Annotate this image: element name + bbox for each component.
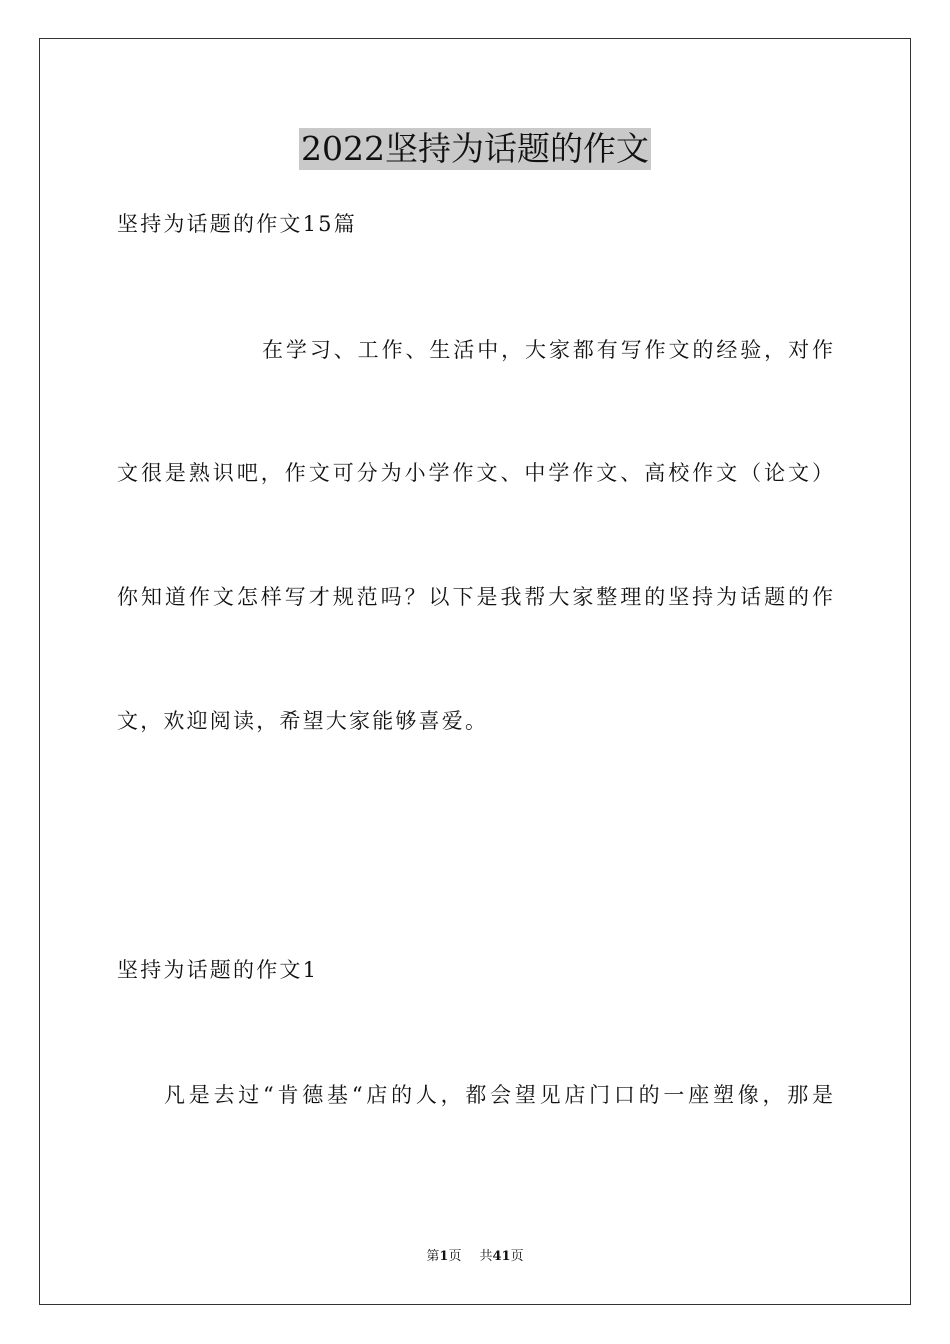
footer-total-prefix: 共 bbox=[479, 1249, 493, 1264]
footer-page-prefix: 第 bbox=[426, 1249, 440, 1264]
footer-page-suffix: 页 bbox=[448, 1249, 462, 1264]
document-title: 2022坚持为话题的作文 bbox=[301, 129, 649, 168]
intro-line-4: 文，欢迎阅读，希望大家能够喜爱。 bbox=[117, 709, 489, 733]
document-title-container bbox=[0, 128, 950, 170]
document-subtitle: 坚持为话题的作文15篇 bbox=[117, 212, 357, 236]
page-footer bbox=[0, 1248, 950, 1266]
section-first-line: 凡是去过“肯德基“店的人，都会望见店门口的一座塑像，那是 bbox=[164, 1083, 833, 1107]
intro-line-3: 你知道作文怎样写才规范吗？以下是我帮大家整理的坚持为话题的作 bbox=[117, 585, 833, 609]
footer-page-number: 1 bbox=[439, 1249, 449, 1264]
footer-total-suffix: 页 bbox=[510, 1249, 524, 1264]
section-heading: 坚持为话题的作文1 bbox=[117, 958, 319, 982]
intro-line-1: 在学习、工作、生活中，大家都有写作文的经验，对作 bbox=[262, 338, 833, 362]
footer-total-number: 41 bbox=[492, 1249, 511, 1264]
intro-line-2: 文很是熟识吧，作文可分为小学作文、中学作文、高校作文（论文） bbox=[117, 461, 833, 485]
